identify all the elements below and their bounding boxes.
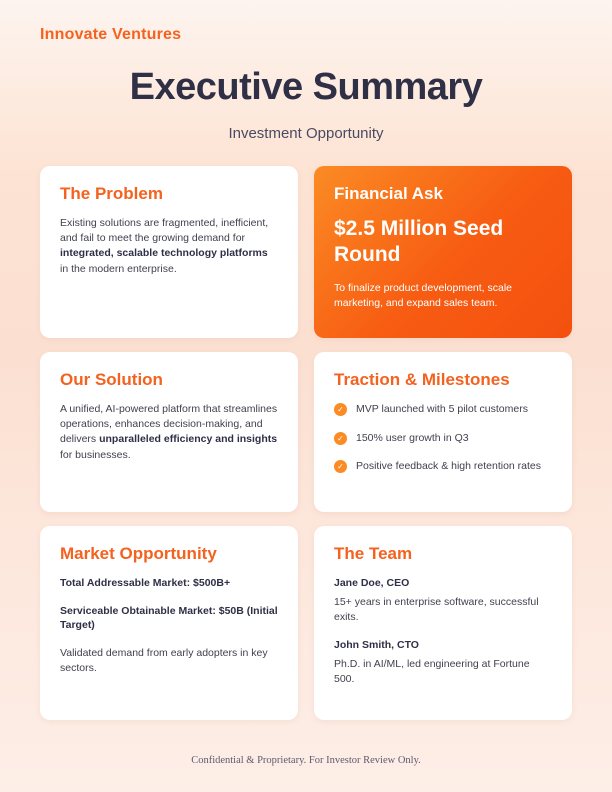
- funding-amount: $2.5 Million Seed Round: [334, 217, 504, 267]
- team-member-name: John Smith, CTO: [334, 639, 419, 652]
- market-sam: [60, 604, 278, 633]
- team-member-bio: Ph.D. in AI/ML, led engineering at Fortune 500.: [334, 657, 530, 686]
- team-member-name: Jane Doe, CEO: [334, 577, 410, 589]
- traction-list: [334, 402, 552, 474]
- list-item: [334, 431, 552, 446]
- check-icon: ✓: [334, 460, 347, 473]
- card-market-title: Market Opportunity: [60, 544, 217, 563]
- card-problem: [40, 166, 298, 338]
- card-financial-ask: [314, 166, 572, 338]
- card-problem-title: The Problem: [60, 184, 163, 203]
- list-item-label: MVP launched with 5 pilot customers: [356, 403, 528, 415]
- card-financial-ask-title: Financial Ask: [334, 184, 443, 203]
- card-grid: [40, 166, 572, 720]
- card-solution-text-2: for businesses.: [60, 448, 131, 461]
- card-solution-body: [60, 402, 278, 463]
- card-problem-text-2: in the modern enterprise.: [60, 262, 177, 275]
- card-team-title: The Team: [334, 544, 413, 563]
- card-problem-text-bold: integrated, scalable technology platforms: [60, 247, 268, 260]
- market-sam-label: Serviceable Obtainable Market: $50B (Initial Target): [60, 604, 278, 632]
- card-market-opportunity: [40, 526, 298, 720]
- list-item: [334, 402, 552, 417]
- card-traction-title: Traction & Milestones: [334, 370, 510, 389]
- card-solution-text-1: A unified, AI-powered platform that streamlines operations, enhances decision-making, and delivers: [60, 403, 278, 446]
- team-member: [334, 576, 552, 625]
- card-financial-ask-body: To finalize product development, scale marketing, and expand sales team.: [334, 281, 513, 309]
- brand-name: Innovate Ventures: [40, 26, 182, 43]
- card-team: [314, 526, 572, 720]
- title-block: [0, 66, 612, 142]
- card-solution-title: Our Solution: [60, 370, 163, 389]
- page-title: Executive Summary: [129, 66, 483, 108]
- team-member-bio: 15+ years in enterprise software, successful exits.: [334, 595, 539, 623]
- footer-note: Confidential & Proprietary. For Investor Review Only.: [191, 755, 421, 766]
- market-tam-label: Total Addressable Market: $500B+: [60, 577, 231, 589]
- card-traction: [314, 352, 572, 512]
- market-note-text: Validated demand from early adopters in key sectors.: [60, 647, 268, 675]
- card-solution-text-bold: unparalleled efficiency and insights: [99, 433, 278, 446]
- list-item-label: 150% user growth in Q3: [356, 431, 469, 444]
- check-icon: ✓: [334, 432, 347, 445]
- card-problem-text-1: Existing solutions are fragmented, inefficient, and fail to meet the growing demand for: [60, 217, 269, 245]
- card-problem-body: [60, 216, 278, 277]
- market-note: [60, 646, 278, 676]
- check-icon: ✓: [334, 403, 347, 416]
- team-member: [334, 638, 552, 687]
- list-item-label: Positive feedback & high retention rates: [356, 460, 542, 473]
- list-item: [334, 459, 552, 474]
- market-tam: [60, 576, 278, 591]
- page-subtitle: Investment Opportunity: [228, 125, 384, 142]
- card-solution: [40, 352, 298, 512]
